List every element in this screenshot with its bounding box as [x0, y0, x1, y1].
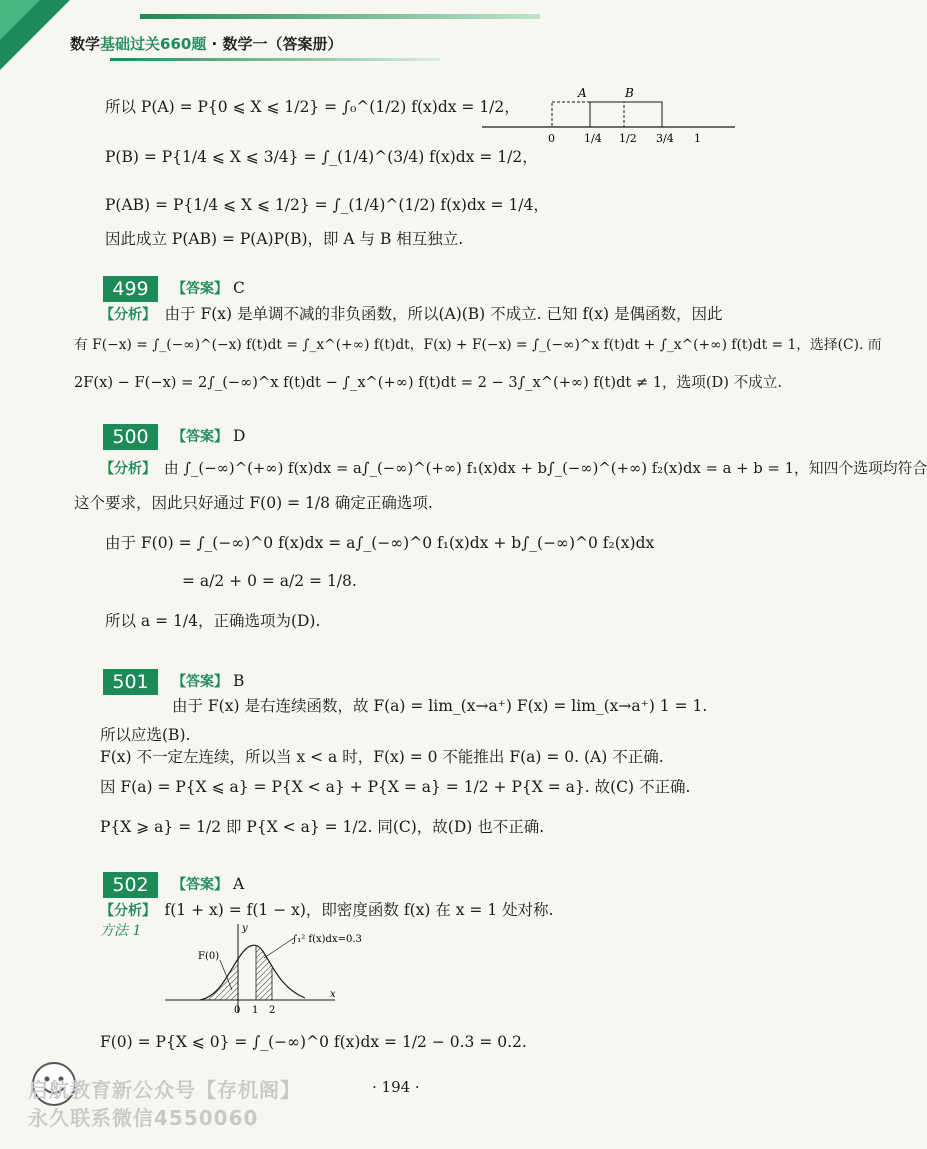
question-number-501: 501 — [103, 669, 158, 695]
header-rule-top — [140, 14, 540, 19]
y-axis-label: y — [242, 923, 248, 934]
answer-value: A — [232, 875, 245, 893]
event-a-label: A — [578, 86, 587, 100]
tick-half: 1/2 — [619, 132, 637, 145]
header-corner-accent — [0, 0, 40, 40]
analysis-text: 由 ∫_(−∞)^(+∞) f(x)dx = a∫_(−∞)^(+∞) f₁(x)dx + b∫_(−∞)^(+∞) f₂(x)dx = a + b = 1，知四个选项均符合 — [163, 460, 927, 477]
answer-501 — [172, 671, 244, 691]
answer-label: 【答案】 — [172, 429, 228, 445]
analysis-500-line-1 — [100, 458, 927, 480]
analysis-501-line-5: P{X ⩾ a} = 1/2 即 P{X < a} = 1/2. 同(C)，故(D) 也不正确. — [100, 818, 545, 836]
tick-2: 2 — [269, 1005, 276, 1016]
question-number-502: 502 — [103, 872, 158, 898]
analysis-text: 由于 F(x) 是单调不减的非负函数，所以(A)(B) 不成立. 已知 f(x) 是偶函数，因此 — [164, 305, 723, 323]
tick-quarter: 1/4 — [584, 132, 602, 145]
analysis-501-line-4: 因 F(a) = P{X ⩽ a} = P{X < a} + P{X = a} = 1/2 + P{X = a}. 故(C) 不正确. — [100, 778, 691, 796]
analysis-label: 【分析】 — [100, 903, 149, 919]
header-rule-bottom — [110, 58, 440, 61]
analysis-text: f(1 + x) = f(1 − x)，即密度函数 f(x) 在 x = 1 处对称. — [164, 901, 554, 919]
analysis-499-line-1 — [100, 303, 722, 326]
analysis-501-line-2: 所以应选(B). — [100, 726, 191, 744]
density-figure — [160, 918, 362, 1018]
tick-0: 0 — [234, 1005, 241, 1016]
page-number: · 194 · — [372, 1078, 420, 1096]
top-line-3: P(AB) = P{1/4 ⩽ X ⩽ 1/2} = ∫_(1/4)^(1/2) f(x)dx = 1/4， — [105, 196, 549, 214]
analysis-500-line-2: 这个要求，因此只好通过 F(0) = 1/8 确定正确选项. — [74, 494, 433, 512]
analysis-500-line-3: 由于 F(0) = ∫_(−∞)^0 f(x)dx = a∫_(−∞)^0 f₁(x)dx + b∫_(−∞)^0 f₂(x)dx — [105, 534, 655, 552]
tick-1: 1 — [694, 132, 701, 145]
analysis-499-line-3: 2F(x) − F(−x) = 2∫_(−∞)^x f(t)dt − ∫_x^(+∞) f(t)dt = 2 − 3∫_x^(+∞) f(t)dt ≠ 1，选项(D) 不成立. — [74, 374, 782, 391]
header-title-highlight: 基础过关660题 — [100, 35, 207, 53]
answer-value: D — [232, 427, 246, 445]
answer-value: C — [232, 279, 245, 297]
running-header — [70, 33, 342, 54]
question-number-499: 499 — [103, 276, 158, 302]
integral-label: ∫₁² f(x)dx=0.3 — [292, 934, 362, 945]
answer-499 — [172, 278, 245, 298]
analysis-500-line-4: = a/2 + 0 = a/2 = 1/8. — [182, 572, 357, 590]
answer-label: 【答案】 — [172, 877, 228, 893]
watermark-line-1: 启航教育新公众号【存机阁】 — [28, 1078, 301, 1102]
analysis-500-line-5: 所以 a = 1/4，正确选项为(D). — [105, 612, 321, 630]
analysis-499-line-2: 有 F(−x) = ∫_(−∞)^(−x) f(t)dt = ∫_x^(+∞) f(t)dt，F(x) + F(−x) = ∫_(−∞)^x f(t)dt + ∫_x^(+∞) f(t)dt = 1，选择(C). 而 — [74, 337, 882, 353]
answer-500 — [172, 426, 245, 446]
method-1-label: 方法 1 — [100, 923, 142, 939]
top-line-4: 因此成立 P(AB) = P(A)P(B)，即 A 与 B 相互独立. — [105, 230, 464, 248]
event-a-box — [552, 102, 624, 127]
event-b-label: B — [625, 86, 634, 100]
x-axis-label: x — [330, 989, 336, 1000]
event-b-box — [590, 102, 662, 127]
watermark-line-2: 永久联系微信4550060 — [28, 1106, 259, 1130]
f0-shaded-area — [200, 958, 238, 1000]
analysis-label: 【分析】 — [100, 307, 149, 323]
analysis-501-line-1: 由于 F(x) 是右连续函数，故 F(a) = lim_(x→a⁺) F(x) = lim_(x→a⁺) 1 = 1. — [172, 697, 708, 715]
tick-1: 1 — [252, 1005, 259, 1016]
header-title-prefix: 数学 — [70, 35, 101, 53]
analysis-501-line-3: F(x) 不一定左连续，所以当 x < a 时，F(x) = 0 不能推出 F(a) = 0. (A) 不正确. — [100, 748, 664, 766]
integral-pointer — [264, 938, 294, 958]
top-line-1: 所以 P(A) = P{0 ⩽ X ⩽ 1/2} = ∫₀^(1/2) f(x)dx = 1/2， — [105, 98, 520, 116]
answer-label: 【答案】 — [172, 281, 228, 297]
answer-label: 【答案】 — [172, 674, 228, 690]
question-number-500: 500 — [103, 424, 158, 450]
answer-502 — [172, 874, 244, 894]
f0-label: F(0) — [198, 951, 220, 962]
top-line-2: P(B) = P{1/4 ⩽ X ⩽ 3/4} = ∫_(1/4)^(3/4) f(x)dx = 1/2， — [105, 148, 538, 166]
analysis-label: 【分析】 — [100, 461, 149, 477]
header-title-suffix: · 数学一（答案册） — [206, 35, 343, 53]
tick-0: 0 — [548, 132, 555, 145]
tick-three-quarters: 3/4 — [656, 132, 674, 145]
answer-value: B — [232, 672, 245, 690]
events-a-b-figure — [480, 80, 740, 160]
q502-result: F(0) = P{X ⩽ 0} = ∫_(−∞)^0 f(x)dx = 1/2 − 0.3 = 0.2. — [100, 1033, 527, 1051]
